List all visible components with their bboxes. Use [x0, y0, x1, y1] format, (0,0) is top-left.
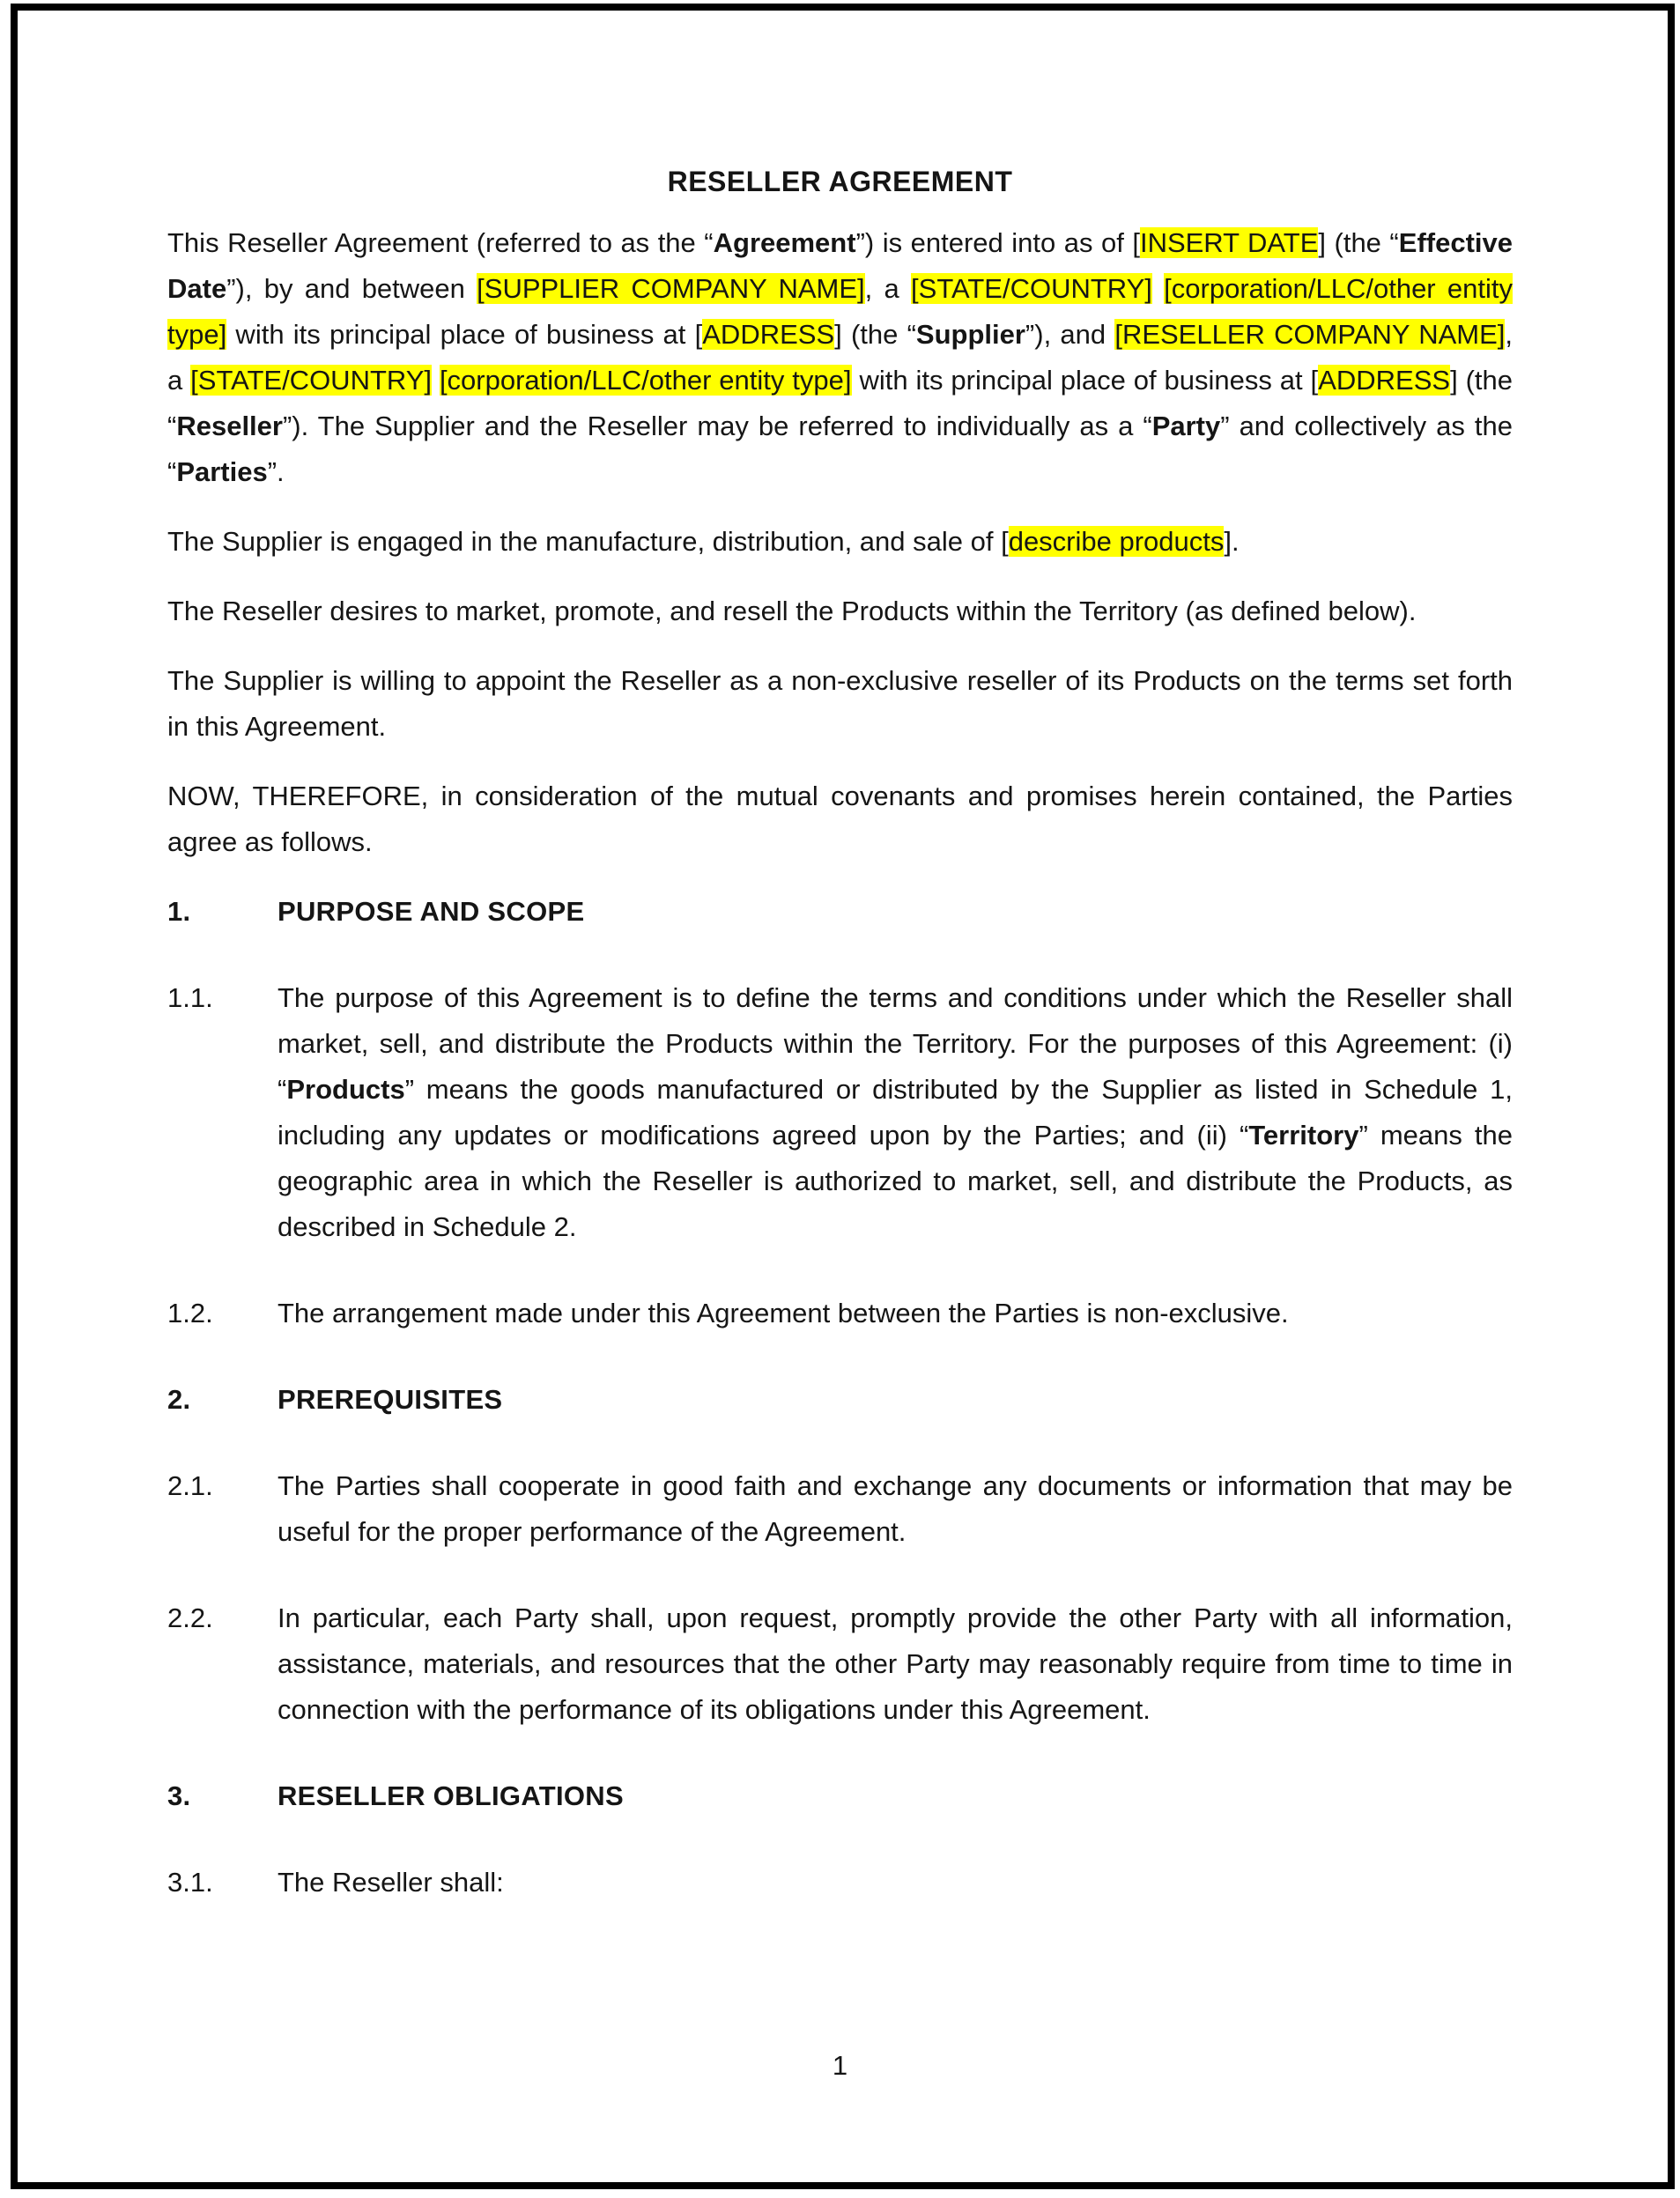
text-run: This Reseller Agreement (referred to as the “	[167, 227, 714, 258]
placeholder-highlight: ADDRESS	[1318, 365, 1451, 396]
text-run: ”), by and between	[226, 273, 477, 304]
section-heading-label: PREREQUISITES	[278, 1384, 503, 1415]
text-run: The purpose of this Agreement is to define the terms and conditions under which the Reseller shall market, sell, and distribute the Products within the Territory. For the purposes of this Agreement: (i) “	[278, 982, 1513, 1105]
text-run: ”), and	[1025, 319, 1115, 350]
defined-term: Reseller	[176, 411, 283, 441]
page-number: 1	[832, 2050, 848, 2081]
paragraph	[167, 658, 1513, 750]
placeholder-highlight: [corporation/LLC/other entity type]	[167, 273, 1513, 350]
text-run: ] (the “	[167, 365, 1513, 441]
defined-term: Party	[1151, 411, 1221, 441]
numbered-clause	[167, 1463, 1513, 1555]
text-run: with its principal place of business at [	[851, 365, 1319, 396]
text-run: ” means the geographic area in which the Reseller is authorized to market, sell, and distribute the Products, as described in Schedule 2.	[278, 1120, 1513, 1242]
text-run: ] (the “	[834, 319, 916, 350]
defined-term: Territory	[1248, 1120, 1359, 1151]
text-run: ] (the “	[1318, 227, 1399, 258]
defined-term: Parties	[176, 456, 268, 487]
defined-term: Supplier	[915, 319, 1025, 350]
clause-number: 2.1.	[167, 1470, 213, 1501]
clause-number: 1.1.	[167, 982, 213, 1013]
defined-term: Products	[286, 1074, 405, 1105]
document-body	[167, 220, 1513, 1906]
clause-number: 2.2.	[167, 1602, 213, 1633]
section-heading-label: PURPOSE AND SCOPE	[278, 896, 585, 927]
clause-number: 2.	[167, 1384, 191, 1415]
text-run: The Reseller shall:	[278, 1867, 504, 1898]
document-title: RESELLER AGREEMENT	[667, 166, 1013, 197]
text-run: The Supplier is willing to appoint the Reseller as a non-exclusive reseller of its Products on the terms set forth in this Agreement.	[167, 665, 1513, 742]
text-run: ”). The Supplier and the Reseller may be referred to individually as a “	[282, 411, 1152, 441]
text-run: The Reseller desires to market, promote, and resell the Products within the Territory (as defined below).	[167, 596, 1417, 626]
paragraph	[167, 773, 1513, 865]
numbered-clause	[167, 975, 1513, 1250]
placeholder-highlight: [corporation/LLC/other entity type]	[439, 365, 852, 396]
document-content	[167, 159, 1513, 1946]
defined-term: Effective Date	[167, 227, 1513, 304]
placeholder-highlight: ADDRESS	[702, 319, 835, 350]
numbered-clause	[167, 1595, 1513, 1733]
placeholder-highlight: describe products	[1008, 526, 1225, 557]
clause-number: 3.	[167, 1780, 191, 1811]
clause-number: 1.	[167, 896, 191, 927]
paragraph	[167, 220, 1513, 495]
placeholder-highlight: [RESELLER COMPANY NAME]	[1114, 319, 1506, 350]
text-run: NOW, THEREFORE, in consideration of the mutual covenants and promises herein contained, the Parties agree as follows.	[167, 781, 1513, 857]
text-run: The Parties shall cooperate in good faith and exchange any documents or information that may be useful for the proper performance of the Agreement.	[278, 1470, 1513, 1547]
text-run: ” means the goods manufactured or distributed by the Supplier as listed in Schedule 1, including any updates or modifications agreed upon by the Parties; and (ii) “	[278, 1074, 1513, 1151]
section-heading	[167, 1377, 1513, 1423]
text-run: In particular, each Party shall, upon request, promptly provide the other Party with all information, assistance, materials, and resources that the other Party may reasonably require from time to time in connection with the performance of its obligations under this Agreement.	[278, 1602, 1513, 1725]
text-run: ”.	[267, 456, 285, 487]
section-heading	[167, 1773, 1513, 1819]
text-run: , a	[167, 319, 1513, 396]
paragraph	[167, 519, 1513, 565]
clause-number: 3.1.	[167, 1867, 213, 1898]
text-run: The arrangement made under this Agreement between the Parties is non-exclusive.	[278, 1298, 1289, 1328]
section-heading	[167, 889, 1513, 935]
placeholder-highlight: INSERT DATE	[1139, 227, 1319, 258]
text-run: , a	[864, 273, 912, 304]
clause-number: 1.2.	[167, 1298, 213, 1328]
section-heading-label: RESELLER OBLIGATIONS	[278, 1780, 624, 1811]
text-run: ”) is entered into as of [	[855, 227, 1140, 258]
defined-term: Agreement	[713, 227, 856, 258]
text-run: ” and collectively as the “	[167, 411, 1513, 487]
text-run	[432, 365, 440, 396]
placeholder-highlight: [STATE/COUNTRY]	[911, 273, 1152, 304]
text-run: The Supplier is engaged in the manufacture, distribution, and sale of [	[167, 526, 1009, 557]
text-run: ].	[1224, 526, 1240, 557]
paragraph	[167, 588, 1513, 634]
text-run: with its principal place of business at [	[226, 319, 703, 350]
numbered-clause	[167, 1860, 1513, 1906]
text-run	[1152, 273, 1164, 304]
numbered-clause	[167, 1291, 1513, 1336]
placeholder-highlight: [SUPPLIER COMPANY NAME]	[477, 273, 865, 304]
placeholder-highlight: [STATE/COUNTRY]	[190, 365, 433, 396]
